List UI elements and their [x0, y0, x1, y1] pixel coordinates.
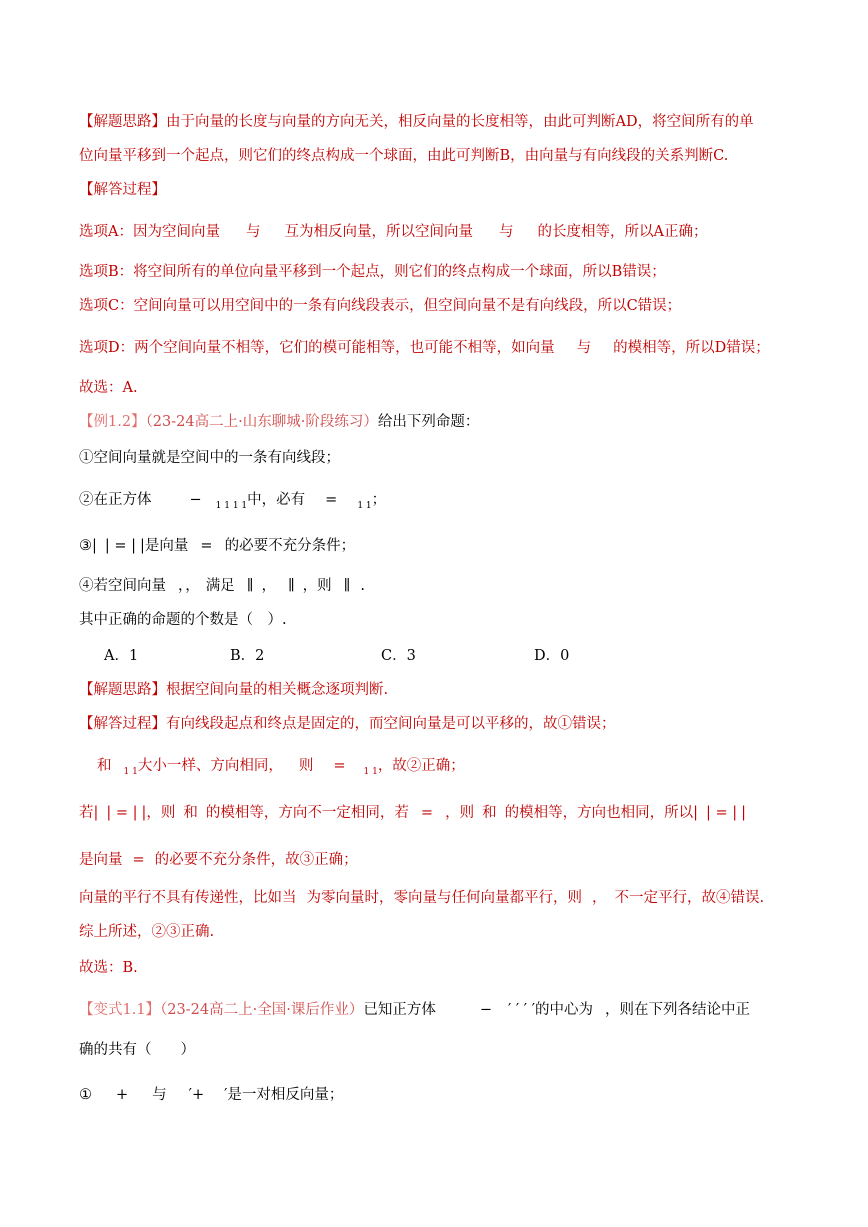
proposition-1: ①空间向量就是空间中的一条有向线段； [79, 450, 340, 466]
answer-2: 故选：B. [79, 960, 138, 976]
prop3-text-2: |是向量 [140, 538, 189, 554]
option-a-and-2: 与 [498, 224, 514, 240]
prop2-subscripts: 1 1 1 1 [215, 501, 248, 511]
option-c-line: 选项C：空间向量可以用空间中的一条有向线段表示，但空间向量不是有向线段，所以C错误； [79, 298, 682, 314]
option-a-text-2: 互为相反向量，所以空间向量 [284, 224, 473, 240]
example-source: （23-24高二上·山东聊城·阶段练习） [145, 414, 378, 430]
sol3-abs-2: | = | [705, 805, 738, 821]
proposition-2 [79, 490, 386, 516]
sol3-text-2: 的模相等，方向也相同，所以| [504, 805, 698, 821]
item-1 [79, 1085, 343, 1105]
prop2-dash: − [189, 492, 202, 508]
sol3-text: 的模相等，方向不一定相同，若 [205, 805, 409, 821]
question: 其中正确的命题的个数是（ ）. [79, 612, 287, 628]
sol3-if: 若| [79, 805, 99, 821]
item1-number: ① [79, 1087, 92, 1103]
variant-text-2: 的中心为 [535, 1002, 593, 1018]
sol3-equals: = [420, 805, 434, 821]
prop4-comma: ， [261, 578, 276, 594]
prop4-commas: ，， [178, 578, 200, 594]
sol3-abs-end: | [741, 805, 746, 821]
item1-plus-2: + [191, 1087, 205, 1103]
prop4-text-3: ，则 [302, 578, 332, 594]
variant-tag: 【变式1.1】 [79, 1002, 161, 1018]
variant-dash: − [479, 1002, 492, 1018]
choice-a: A．1 [104, 648, 139, 664]
sol2-equals: = [333, 758, 346, 774]
item1-prime-2: ′ [224, 1087, 228, 1103]
variant-source: （23-24高二上·全国·课后作业） [160, 1002, 364, 1018]
variant-text-3: ，则在下列各结论中正 [605, 1002, 750, 1018]
option-d-and: 与 [576, 340, 592, 356]
item1-prime: ′ [188, 1087, 192, 1103]
analysis-line-2: 位向量平移到一个起点，则它们的终点构成一个球面，由此可判断B，由向量与有向线段的关系判断C. [79, 148, 729, 164]
sol4-text: 向量的平行不具有传递性，比如当 [79, 890, 297, 906]
option-d-line [79, 338, 770, 358]
process-2 [79, 714, 616, 734]
sol3b-text-2: 的必要不充分条件，故③正确； [154, 852, 358, 868]
proposition-4 [79, 576, 365, 596]
sol4-comma: ， [592, 890, 607, 906]
prop3-text-3: 的必要不充分条件； [224, 538, 356, 554]
sol3-and-2: 和 [482, 805, 497, 821]
prop4-end: . [360, 578, 365, 594]
prop4-parallel-2: ∥ [287, 578, 295, 594]
answer-1: 故选：A. [79, 380, 138, 396]
option-b-line: 选项B：将空间所有的单位向量平移到一个起点，则它们的终点构成一个球面，所以B错误； [79, 264, 666, 280]
sol2-subscripts: 1 1 [123, 767, 138, 777]
choice-d: D．0 [534, 648, 570, 664]
variant-primes: ′ ′ ′ ′ [508, 1002, 535, 1018]
sol2-end: ，故②正确； [377, 758, 465, 774]
prop2-text: ②在正方体 [79, 492, 152, 508]
sol3-then-2: ，则 [445, 805, 475, 821]
analysis-2-tag: 【解题思路】 [79, 682, 166, 698]
sol4-text-3: 不一定平行，故④错误. [614, 890, 765, 906]
summary: 综上所述，②③正确. [79, 924, 215, 940]
sol3b-text: 是向量 [79, 852, 123, 868]
choice-c: C．3 [381, 648, 416, 664]
prop2-subscripts-2: 1 1 [357, 501, 372, 511]
analysis-2-text: 根据空间向量的相关概念逐项判断. [166, 682, 389, 698]
variant-heading [79, 1000, 750, 1020]
sol2-subscripts-2: 1 1 [363, 767, 378, 777]
item1-plus: + [116, 1087, 129, 1103]
prop2-equals: = [325, 492, 338, 508]
process-2-tag: 【解答过程】 [79, 716, 166, 732]
option-a-text: 选项A：因为空间向量 [79, 224, 220, 240]
solution-3-line-2 [79, 850, 358, 870]
sol2-and: 和 [97, 758, 112, 774]
example-heading [79, 412, 479, 432]
sol3b-equals: = [132, 852, 145, 868]
option-d-text-2: 的模相等，所以D错误； [613, 340, 770, 356]
option-a-and: 与 [245, 224, 261, 240]
sol3-then: |，则 [141, 805, 176, 821]
solution-3-line-1 [79, 803, 746, 823]
option-d-text: 选项D：两个空间向量不相等，它们的模可能相等，也可能不相等，如向量 [79, 340, 555, 356]
analysis-tag: 【解题思路】 [79, 114, 166, 130]
sol2-text: 大小一样、方向相同， [137, 758, 283, 774]
prop3-abs: | = | [104, 538, 137, 554]
choice-b: B．2 [230, 648, 265, 664]
sol2-then: 则 [298, 758, 314, 774]
sol3-abs: | = | [106, 805, 138, 821]
process-2-text: 有向线段起点和终点是固定的，而空间向量是可以平移的，故①错误； [166, 716, 616, 732]
option-a-text-3: 的长度相等，所以A正确； [537, 224, 708, 240]
solution-4 [79, 888, 764, 908]
sol4-text-2: 为零向量时，零向量与任何向量都平行，则 [306, 890, 582, 906]
prop4-parallel-1: ∥ [246, 578, 254, 594]
sol3-and: 和 [183, 805, 198, 821]
prop2-end: ； [371, 492, 387, 508]
solution-2 [79, 756, 465, 782]
proposition-3 [79, 536, 355, 556]
item1-and: 与 [152, 1087, 167, 1103]
option-a-line [79, 222, 707, 242]
prop4-parallel-3: ∥ [343, 578, 351, 594]
prop2-text-2: 中，必有 [247, 492, 306, 508]
prop4-text-2: 满足 [205, 578, 235, 594]
analysis-text-1: 由于向量的长度与向量的方向无关，相反向量的长度相等，由此可判断AD，将空间所有的单 [166, 114, 754, 130]
analysis-line-1 [79, 112, 754, 132]
example-tag: 【例1.2】 [79, 414, 146, 430]
analysis-2 [79, 680, 388, 700]
example-text: 给出下列命题： [377, 414, 480, 430]
prop3-text: ③| [79, 538, 97, 554]
variant-line-2: 确的共有（ ） [79, 1042, 195, 1058]
prop4-text: ④若空间向量 [79, 578, 166, 594]
process-heading: 【解答过程】 [79, 182, 166, 198]
variant-text: 已知正方体 [363, 1002, 436, 1018]
prop3-equals: = [200, 538, 213, 554]
item1-text: 是一对相反向量； [227, 1087, 344, 1103]
